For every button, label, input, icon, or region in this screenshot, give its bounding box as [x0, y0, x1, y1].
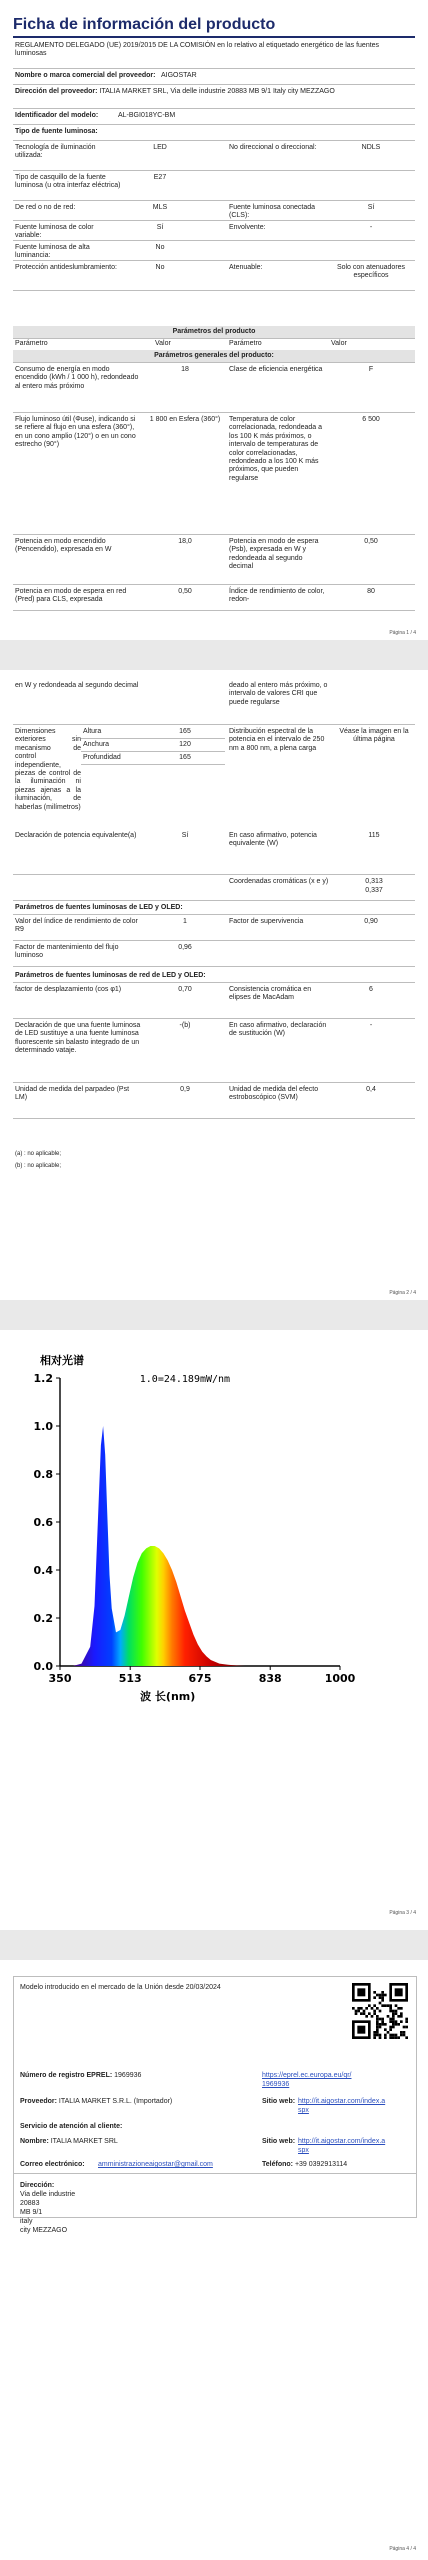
type-label-1: Fuente luminosa de alta luminancia:: [15, 244, 90, 260]
spectrum-area: [73, 1426, 245, 1666]
led-row: [13, 916, 415, 941]
type-value-2: -: [369, 224, 373, 231]
type-value-1: E27: [153, 174, 167, 181]
chroma-row: Coordenadas cromáticas (x e y) 0,313 0,337: [13, 876, 415, 901]
intro-text: Modelo introducido en el mercado de la Unión desde 20/03/2024: [20, 1984, 221, 1991]
page-number: Página 2 / 4: [389, 1290, 416, 1296]
chart-annotation: 1.0=24.189mW/nm: [139, 1374, 231, 1385]
mains-value-1: -(b): [179, 1022, 191, 1029]
note-a: (a) : no aplicable;: [15, 1151, 62, 1157]
led-label-1: Valor del índice de rendimiento de color R9: [15, 918, 138, 934]
model-row: Identificador del modelo: AL-BGI018YC-BM: [13, 110, 415, 125]
type-value-2: NDLS: [361, 144, 381, 151]
regulation-row: REGLAMENTO DELEGADO (UE) 2019/2015 DE LA COMISIÓN en lo relativo al etiquetado energético de las fuentes luminosas: [13, 40, 415, 69]
x-tick-label: 838: [258, 1672, 282, 1685]
page-number: Página 3 / 4: [389, 1910, 416, 1916]
mains-label-2: Unidad de medida del efecto estroboscópico (SVM): [229, 1086, 319, 1102]
led-value-1: 0,96: [178, 944, 192, 951]
email-row: Correo electrónico:: [20, 2161, 85, 2168]
type-value-1: Sí: [156, 224, 164, 231]
dimension-value: 165: [179, 754, 191, 761]
led-row: [13, 942, 415, 967]
web2-link[interactable]: http://it.aigostar.com/index.aspx: [298, 2138, 386, 2154]
dimension-name: Anchura: [83, 741, 110, 748]
general-row: [13, 364, 415, 413]
continued-row: en W y redondeada al segundo decimal deado al entero más próximo, o intervalo de valores CRI que puede regularse: [13, 680, 415, 725]
qr-code[interactable]: [352, 1983, 408, 2039]
type-value-1: MLS: [152, 204, 168, 211]
spectrum-chart: [10, 1348, 418, 1706]
general-label-2: Temperatura de color correlacionada, redondeada a los 100 K más próximos, o intervalo de temperaturas de color correlacionadas, redondeado a los 100 K más próximos, que pueden regularse: [229, 416, 323, 482]
dimensions-row: Dimensiones exteriores sin mecanismo de control independiente, piezas de control de la iluminación ni piezas ajenas a la iluminación, de haberlas (milímetros) Altura 165 Anchura 120 Profundidad 165 Distribución espectral de la potencia en el intervalo de 250 nm a 800 nm, a plena carga Véase la imagen en la última página: [13, 726, 415, 875]
mains-value-2: 6: [369, 986, 373, 993]
address-row: Dirección del proveedor: ITALIA MARKET SRL, Via delle industrie 20883 MB 9/1 Italy city MEZZAGO: [13, 86, 415, 109]
mains-label-2: Consistencia cromática en elipses de MacAdam: [229, 986, 312, 1002]
eprel-label: Número de registro EPREL: 1969936: [20, 2072, 142, 2079]
general-value-2: F: [368, 366, 374, 373]
name-row: Nombre: ITALIA MARKET SRL: [20, 2138, 118, 2145]
address-lines: [20, 2190, 75, 2235]
y-tick-label: 0.0: [33, 1660, 53, 1673]
address-line: city MEZZAGO: [20, 2227, 68, 2234]
type-label-2: No direccional o direccional:: [229, 144, 317, 151]
type-label-1: Protección antideslumbramiento:: [15, 264, 117, 271]
address-line: Via delle industrie: [20, 2191, 76, 2198]
y-tick-label: 1.2: [33, 1372, 53, 1385]
mains-row: [13, 1084, 415, 1119]
general-label-1: Consumo de energía en modo encendido (kWh / 1 000 h), redondeado al entero más próximo: [15, 366, 139, 390]
mains-value-1: 0,9: [180, 1086, 190, 1093]
led-label-1: Factor de mantenimiento del flujo luminoso: [15, 944, 119, 960]
led-label-2: Factor de supervivencia: [229, 918, 304, 925]
general-label-1: Potencia en modo encendido (Pencendido), expresada en W: [15, 538, 112, 554]
x-tick-label: 675: [188, 1672, 212, 1685]
dimension-row: [81, 752, 225, 765]
mains-label-2: En caso afirmativo, declaración de sustitución (W): [229, 1022, 327, 1038]
dimension-name: Altura: [83, 728, 102, 735]
chart-title: 相对光谱: [40, 1354, 84, 1367]
service-header: Servicio de atención al cliente:: [20, 2123, 123, 2130]
dimension-row: [81, 739, 225, 752]
spectrum-svg: [10, 1348, 418, 1706]
type-label-1: Tipo de casquillo de la fuente luminosa (u otra interfaz eléctrica): [15, 174, 121, 190]
address-line: 20883: [20, 2200, 40, 2207]
y-tick-label: 1.0: [33, 1420, 53, 1433]
type-value-1: No: [155, 264, 165, 271]
x-tick-label: 350: [48, 1672, 72, 1685]
dimension-value: 165: [179, 728, 191, 735]
general-value-1: 1 800 en Esfera (360°): [149, 416, 221, 423]
mains-value-2: 0,4: [366, 1086, 376, 1093]
address-header: Dirección:: [20, 2182, 55, 2189]
general-value-2: 80: [367, 588, 375, 595]
general-label-2: Clase de eficiencia energética: [229, 366, 323, 373]
y-tick-label: 0.4: [33, 1564, 53, 1577]
general-value-2: 0,50: [364, 538, 378, 545]
supplier-row: Proveedor: ITALIA MARKET S.R.L. (Importador): [20, 2098, 173, 2105]
page-title: Ficha de información del producto: [13, 14, 415, 38]
equiv-row: Declaración de potencia equivalente(a) Sí En caso afirmativo, potencia equivalente (W) 115: [15, 832, 380, 848]
general-row: [13, 536, 415, 585]
page-gap: [0, 640, 428, 670]
type-label-2: Atenuable:: [229, 264, 263, 271]
general-label-2: Potencia en modo de espera (Psb), expresada en W y redondeada al segundo decimal: [229, 538, 319, 571]
email-link[interactable]: amministrazioneaigostar@gmail.com: [98, 2161, 213, 2168]
led-oled-header: Parámetros de fuentes luminosas de LED y OLED:: [13, 902, 415, 915]
x-tick-label: 513: [118, 1672, 142, 1685]
dimension-name: Profundidad: [83, 754, 121, 761]
web-label: Sitio web:: [262, 2098, 296, 2105]
type-value-2: Sí: [367, 204, 375, 211]
y-tick-label: 0.8: [33, 1468, 53, 1481]
type-row: [13, 242, 415, 261]
eprel-link[interactable]: https://eprel.ec.europa.eu/qr/1969936: [262, 2072, 352, 2088]
type-value-2: Solo con atenuadores específicos: [336, 264, 406, 280]
y-tick-label: 0.2: [33, 1612, 53, 1625]
general-row: [13, 586, 415, 611]
general-label-1: Potencia en modo de espera en red (Pred) para CLS, expresada: [15, 588, 127, 604]
address-line: italy: [20, 2218, 33, 2225]
product-params-header: Parámetros del producto: [13, 326, 415, 339]
general-row: [13, 414, 415, 535]
page-2: [0, 670, 428, 1300]
mains-header: Parámetros de fuentes luminosas de red de LED y OLED:: [13, 970, 415, 983]
led-value-1: 1: [183, 918, 187, 925]
web2-label: Sitio web:: [262, 2138, 296, 2145]
web-link[interactable]: http://it.aigostar.com/index.aspx: [298, 2098, 386, 2114]
general-value-1: 18: [181, 366, 189, 373]
column-headers: Parámetro Valor Parámetro Valor: [13, 338, 415, 351]
mains-row: [13, 1020, 415, 1083]
general-value-1: 0,50: [178, 588, 192, 595]
led-value-2: 0,90: [364, 918, 378, 925]
type-row: [13, 262, 415, 291]
x-axis-label: 波 长(nm): [140, 1690, 196, 1703]
mains-value-2: -: [369, 1022, 373, 1029]
page-4: [0, 1960, 428, 2560]
type-row: [13, 172, 415, 201]
type-value-1: No: [155, 244, 165, 251]
dimension-row: [81, 726, 225, 739]
mains-label-1: Declaración de que una fuente luminosa de LED sustituye a una fuente luminosa fluorescente sin balasto integrado de un determinado vataje.: [15, 1022, 141, 1055]
page-gap: [0, 1930, 428, 1960]
mains-label-1: Unidad de medida del parpadeo (Pst LM): [15, 1086, 130, 1102]
x-tick-label: 1000: [324, 1672, 356, 1685]
general-value-2: 6 500: [362, 416, 380, 423]
y-tick-label: 0.6: [33, 1516, 53, 1529]
note-b: (b) : no aplicable;: [15, 1163, 62, 1169]
phone-row: Teléfono: +39 0392913114: [262, 2161, 348, 2168]
registration-box: [13, 1976, 417, 2234]
page-gap: [0, 1300, 428, 1330]
general-label-1: Flujo luminoso útil (Φuse), indicando si se refiere al flujo en una esfera (360°), en un cono amplio (120°) o en un cono estrecho (90°): [15, 416, 136, 449]
general-label-2: Índice de rendimiento de color, redon-: [229, 588, 325, 604]
eprel-value: 1969936: [114, 2072, 142, 2079]
mains-label-1: factor de desplazamiento (cos φ1): [15, 986, 122, 993]
type-label-2: Fuente luminosa conectada (CLS):: [229, 204, 315, 220]
type-label-1: Fuente luminosa de color variable:: [15, 224, 94, 240]
type-header: Tipo de fuente luminosa:: [13, 126, 415, 141]
general-value-1: 18,0: [178, 538, 192, 545]
type-label-2: Envolvente:: [229, 224, 266, 231]
type-row: [13, 222, 415, 241]
type-label-1: De red o no de red:: [15, 204, 76, 211]
brand-row: Nombre o marca comercial del proveedor: AIGOSTAR: [13, 70, 415, 85]
type-row: [13, 202, 415, 221]
type-row: [13, 142, 415, 171]
page-number: Página 1 / 4: [389, 630, 416, 636]
mains-value-1: 0,70: [178, 986, 192, 993]
dimension-value: 120: [179, 741, 191, 748]
page-1: [0, 0, 428, 640]
address-line: MB 9/1: [20, 2209, 43, 2216]
mains-row: [13, 984, 415, 1019]
type-label-1: Tecnología de iluminación utilizada:: [15, 144, 96, 160]
type-value-1: LED: [153, 144, 167, 151]
general-params-header: Parámetros generales del producto:: [13, 350, 415, 363]
page-number: Página 4 / 4: [389, 2546, 416, 2552]
